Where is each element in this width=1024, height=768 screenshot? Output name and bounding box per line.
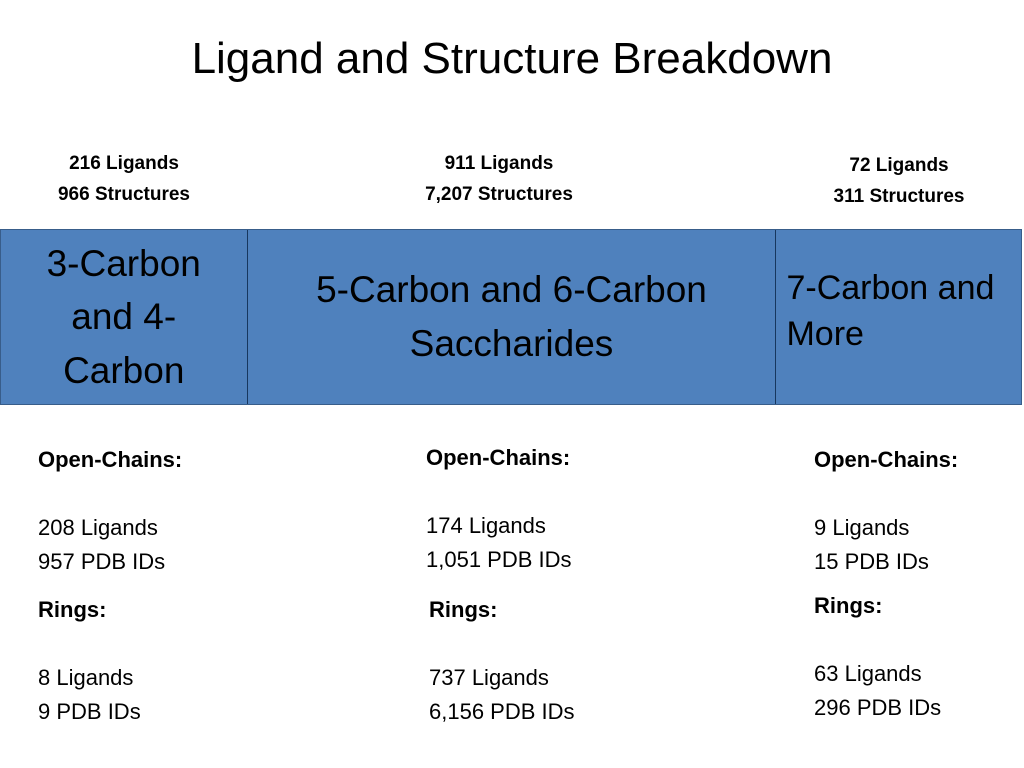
rings-col-2 (429, 593, 575, 729)
open-chains-ligands: 208 Ligands (38, 515, 158, 540)
page-title: Ligand and Structure Breakdown (191, 34, 833, 83)
summary-structures: 966 Structures (57, 184, 190, 205)
open-chains-col-2 (426, 441, 572, 577)
open-chains-ligands: 9 Ligands (814, 515, 910, 540)
summary-ligands: 72 Ligands (849, 155, 949, 176)
category-band (0, 229, 1022, 405)
band-segment-3c-4c (1, 230, 248, 404)
band-segment-5c-6c (248, 230, 777, 404)
summary-ligands: 911 Ligands (444, 153, 554, 174)
summary-col-1 (24, 148, 224, 210)
band-label: 7-Carbon and More (786, 269, 995, 353)
rings-pdb: 296 PDB IDs (814, 695, 942, 720)
open-chains-heading: Open-Chains: (814, 447, 959, 472)
open-chains-pdb: 957 PDB IDs (38, 549, 166, 574)
summary-col-2 (389, 148, 609, 210)
open-chains-col-3 (814, 443, 958, 579)
open-chains-heading: Open-Chains: (38, 447, 183, 472)
summary-structures: 7,207 Structures (425, 184, 573, 205)
band-segment-7c (776, 230, 1021, 404)
rings-heading: Rings: (814, 593, 883, 618)
band-label: 3-Carbon and 4-Carbon (46, 242, 201, 391)
open-chains-pdb: 1,051 PDB IDs (426, 547, 572, 572)
rings-pdb: 6,156 PDB IDs (429, 699, 575, 724)
summary-ligands: 216 Ligands (69, 153, 179, 174)
summary-col-3 (799, 150, 999, 212)
rings-ligands: 737 Ligands (429, 665, 549, 690)
rings-ligands: 63 Ligands (814, 661, 922, 686)
band-label: 5-Carbon and 6-Carbon Saccharides (316, 269, 707, 364)
open-chains-ligands: 174 Ligands (426, 513, 546, 538)
rings-pdb: 9 PDB IDs (38, 699, 141, 724)
rings-heading: Rings: (429, 597, 498, 622)
rings-col-3 (814, 589, 941, 725)
rings-heading: Rings: (38, 597, 107, 622)
open-chains-col-1 (38, 443, 182, 579)
rings-col-1 (38, 593, 141, 729)
open-chains-heading: Open-Chains: (426, 445, 571, 470)
open-chains-pdb: 15 PDB IDs (814, 549, 929, 574)
rings-ligands: 8 Ligands (38, 665, 134, 690)
summary-structures: 311 Structures (833, 186, 965, 207)
